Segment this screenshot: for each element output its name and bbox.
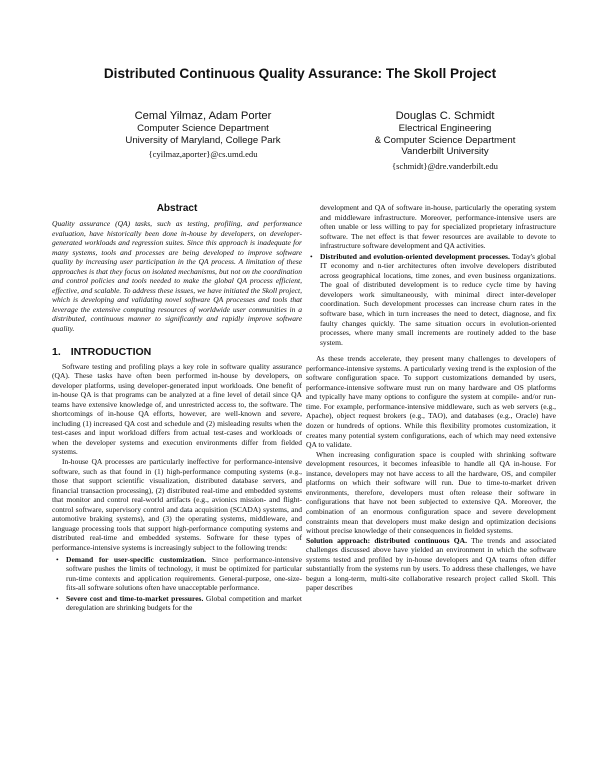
body-paragraph: In-house QA processes are particularly ineffective for performance-intensive software, such as that found in (1) high-performance computing systems (e.g., those that support scientific visualization, distributed database servers, and financial transaction processing), (2) distributed real-time and embedded systems that monitor and control real-world artifacts (e.g., avionics mission- and flight-control software, supervisory control and data acquisition (SCADA) systems, and automotive braking systems), and (3) the operating systems, middleware, and language processing tools that support high-performance computing systems and distributed real-time and embedded systems. Software for these types of performance-intensive systems is increasingly subject to the following trends: — [52, 457, 302, 552]
list-item-lead: Severe cost and time-to-market pressures. — [66, 593, 204, 603]
bullet-icon: • — [310, 251, 313, 261]
abstract-heading: Abstract — [156, 203, 198, 214]
author-block-1 — [88, 110, 318, 161]
author-affiliation: Vanderbilt University — [401, 146, 489, 157]
list-item-continued — [320, 203, 556, 251]
author-email: {schmidt}@dre.vanderbilt.edu — [392, 160, 498, 171]
abstract-text: Quality assurance (QA) tasks, such as testing, profiling, and performance evaluation, have historically been done in-house by developers, on developer-generated workloads and regression suites. Since this approach is inadequate for many systems, tools and processes are being developed to improve software quality by increasing user participation in the QA process. A limitation of these approaches is that they focus on isolated mechanisms, but not on the coordination and control policies and tools needed to make the global QA process efficient, effective, and scalable. To address these issues, we have initiated the Skoll project, which is developing and validating novel software QA processes and tools that leverage the extensive computing resources of worldwide user communities in a distributed, continuous manner to significantly and rapidly improve software quality. — [52, 219, 302, 334]
solution-text: The trends and associated challenges discussed above have yielded an environment in which the software systems tested and profiled by in-house developers and QA teams often differ substantially from the systems run by users. To address these challenges, we have begun a long-term, multi-site collaborative research project called Skoll. This paper describes — [306, 535, 556, 593]
right-column — [306, 203, 556, 593]
list-item-text: Today's global IT economy and n-tier architectures often involve developers distributed across geographical locations, time zones, and even business organizations. The goal of distributed development is to reduce cycle time by having developers work simultaneously, with minimal direct inter-developer coordination. Such development processes can increase churn rates in the software base, which in turn increases the need to detect, diagnose, and fix faulty changes quickly. The same situation occurs in evolution-oriented processes, where many small increments are routinely added to the base system. — [320, 251, 556, 347]
solution-lead: Solution approach: distributed continuous QA. — [306, 535, 467, 545]
author-names: Cemal Yilmaz, Adam Porter — [134, 110, 272, 122]
author-department: Computer Science Department — [137, 123, 269, 134]
bullet-icon: • — [56, 593, 59, 603]
list-item-lead: Distributed and evolution-oriented development processes. — [320, 251, 510, 261]
list-item — [56, 554, 302, 593]
paper-title: Distributed Continuous Quality Assurance: The Skoll Project — [103, 66, 497, 81]
trend-list — [52, 555, 302, 613]
list-item — [56, 593, 302, 613]
solution-paragraph — [306, 536, 556, 593]
body-paragraph: When increasing configuration space is coupled with shrinking software development resources, it becomes infeasible to handle all QA in-house. For instance, developers may not have access to all the hardware, OS, and compiler platforms on which their software will run. Due to time-to-market driven environments, therefore, developers must often release their software in configurations that have not been subjected to extensive QA. Moreover, the combination of an enormous configuration space and severe development constraints mean that developers must make design and optimization decisions without precise knowledge of their consequences in fielded systems. — [306, 449, 556, 536]
left-column — [52, 203, 302, 614]
list-item-text: Since performance-intensive software pushes the limits of technology, it must be optimized for particular run-time contexts and application requirements. General-purpose, one-size-fits-all software solutions often have unacceptable performance. — [66, 554, 302, 593]
author-affiliation: University of Maryland, College Park — [125, 134, 281, 146]
author-department-2: & Computer Science Department — [374, 134, 516, 146]
section-number: 1. — [52, 345, 61, 358]
list-item-lead: Demand for user-specific customization. — [66, 554, 207, 564]
section-title: INTRODUCTION — [70, 345, 152, 358]
body-paragraph: As these trends accelerate, they present many challenges to developers of performance-intensive systems. A particularly vexing trend is the explosion of the software configuration space. To support customizations demanded by users, performance-intensive software must run on many hardware and OS platforms and typically have many options to configure the system at compile- and/or run-time. For example, performance-intensive middleware, such as web servers (e.g., Apache), object request brokers (e.g., TAO), and databases (e.g., Oracle) have dozen or hundreds of options. While this flexibility promotes customization, it creates many potential system configurations, each of which may need extensive QA to validate. — [306, 354, 556, 450]
author-department: Electrical Engineering — [398, 123, 492, 134]
trend-list-continued — [306, 203, 556, 347]
section-heading — [52, 346, 302, 358]
list-item-text: Global competition and market deregulation are shrinking budgets for the — [66, 593, 302, 613]
bullet-icon: • — [56, 554, 59, 564]
list-item-text: development and QA of software in-house, particularly the operating system and middleware infrastructure. Moreover, performance-intensive users are often unable or less willing to pay for specialized proprietary infrastructure software. The net effect is that fewer resources are available to devote to infrastructure software development and QA activities. — [320, 203, 556, 251]
author-block-2 — [330, 110, 560, 172]
body-paragraph: Software testing and profiling plays a key role in software quality assurance (QA). These tasks have often been performed in-house by developers, on developer platforms, using developer-generated input workloads. One benefit of in-house QA is that programs can be analyzed at a fine level of detail since QA teams have extensive knowledge of, and unrestricted access to, the software. The shortcomings of in-house QA efforts, however, are well-known and severe, including (1) increased QA cost and schedule and (2) misleading results when the test-cases and input workload differs from actual test-cases and workloads or when the developer systems and execution environments differ from fielded systems. — [52, 361, 302, 457]
list-item — [310, 251, 556, 347]
author-email: {cyilmaz,aporter}@cs.umd.edu — [148, 149, 258, 159]
author-names: Douglas C. Schmidt — [395, 110, 495, 122]
